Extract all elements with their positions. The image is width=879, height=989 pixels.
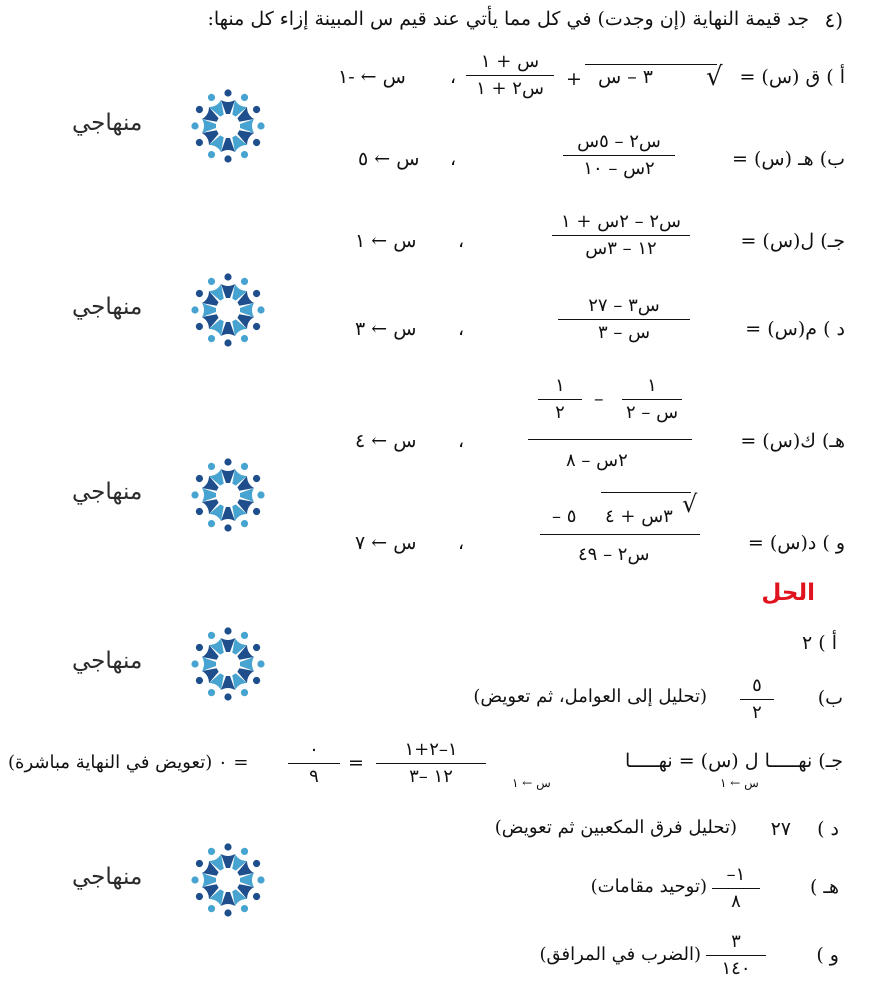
item-f-num-rest: – ٥ bbox=[552, 506, 577, 527]
solution-d-value: ٢٧ bbox=[770, 818, 791, 840]
item-a-approach: س ← -١ bbox=[338, 66, 406, 88]
watermark-logo bbox=[72, 455, 268, 535]
item-a-radical-bar bbox=[585, 64, 717, 65]
solution-f-num: ٣ bbox=[731, 931, 741, 952]
fraction-bar bbox=[563, 155, 675, 156]
solution-c-eq: = bbox=[348, 752, 364, 774]
item-e-main-bar bbox=[528, 439, 692, 440]
item-d-den: س – ٣ bbox=[597, 322, 651, 344]
solution-b-den: ٢ bbox=[752, 702, 762, 724]
solution-b-label: ب) bbox=[817, 687, 843, 709]
manhaji-flower-icon bbox=[188, 840, 268, 920]
solution-e-fraction bbox=[712, 863, 760, 914]
item-c-fraction bbox=[552, 210, 690, 261]
watermark-logo bbox=[72, 624, 268, 704]
item-b-fraction bbox=[563, 130, 675, 181]
item-f-sep: ، bbox=[458, 532, 465, 554]
item-a-label: أ ) ق (س) = bbox=[739, 66, 845, 88]
solution-c-limit-sub-2: س ← ١ bbox=[512, 776, 551, 790]
item-f-den: س٢ – ٤٩ bbox=[578, 544, 650, 565]
watermark-logo bbox=[72, 86, 268, 166]
item-b-sep: ، bbox=[450, 148, 457, 170]
watermark-text: منهاجي bbox=[72, 648, 143, 674]
solution-f-fraction bbox=[706, 930, 766, 981]
fraction-bar bbox=[558, 319, 690, 320]
solution-c-tail: = ٠ (تعويض في النهاية مباشرة) bbox=[8, 752, 249, 773]
item-f-main-bar bbox=[540, 534, 700, 535]
watermark-logo bbox=[72, 270, 268, 350]
fraction-bar bbox=[466, 75, 554, 76]
item-e-den: ٢س – ٨ bbox=[566, 450, 628, 471]
solution-e-num: –١ bbox=[726, 864, 746, 885]
item-d-label: د ) م(س) = bbox=[745, 318, 845, 340]
solution-d-label: د ) bbox=[817, 818, 839, 840]
item-a-num: س + ١ bbox=[480, 51, 540, 72]
item-b-label: ب) هـ (س) = bbox=[732, 148, 845, 170]
solution-e-note: (توحيد مقامات) bbox=[590, 876, 707, 897]
item-e-inner-b-num: ١ bbox=[555, 375, 565, 396]
item-d-num: س٣ – ٢٧ bbox=[588, 295, 660, 316]
manhaji-flower-icon bbox=[188, 624, 268, 704]
question-number: ٤) bbox=[824, 8, 843, 32]
fraction-bar bbox=[538, 399, 582, 400]
solution-d-note: (تحليل فرق المكعبين ثم تعويض) bbox=[494, 817, 737, 838]
item-d-fraction bbox=[558, 294, 690, 345]
solution-c-fraction-1 bbox=[376, 738, 486, 789]
fraction-bar bbox=[288, 763, 340, 764]
solution-c-limit-sub-1: س ← ١ bbox=[720, 776, 759, 790]
item-e-minus: – bbox=[594, 388, 604, 410]
solution-c-fraction-2 bbox=[288, 738, 340, 789]
solution-f-note: (الضرب في المرافق) bbox=[539, 944, 701, 965]
item-f-radical-sign: √ bbox=[682, 490, 698, 518]
item-d-approach: س ← ٣ bbox=[355, 318, 417, 340]
item-c-label: جـ) ل(س) = bbox=[740, 230, 845, 252]
solution-c-den1: ١٢ –٣ bbox=[409, 766, 453, 788]
item-e-sep: ، bbox=[458, 430, 465, 452]
item-c-num: س٢ – ٢س + ١ bbox=[561, 211, 681, 232]
item-e-inner-a bbox=[622, 374, 682, 425]
solution-f-label: و ) bbox=[816, 944, 839, 966]
item-a-den: س٢ + ١ bbox=[476, 78, 544, 100]
solution-c-label: جـ) نهـــــا ل (س) = نهـــــا bbox=[625, 750, 843, 772]
item-f-approach: س ← ٧ bbox=[355, 532, 417, 554]
fraction-bar bbox=[740, 699, 774, 700]
manhaji-flower-icon bbox=[188, 86, 268, 166]
item-c-den: ١٢ – ٣س bbox=[585, 238, 657, 260]
fraction-bar bbox=[712, 888, 760, 889]
solution-b-num: ٥ bbox=[752, 675, 762, 696]
watermark-text: منهاجي bbox=[72, 864, 143, 890]
item-e-approach: س ← ٤ bbox=[355, 430, 417, 452]
solution-e-den: ٨ bbox=[731, 891, 741, 913]
item-c-sep: ، bbox=[458, 230, 465, 252]
item-a-radical: ٣ – س bbox=[598, 66, 653, 88]
item-e-label: هـ) ك(س) = bbox=[740, 430, 845, 452]
manhaji-flower-icon bbox=[188, 270, 268, 350]
solution-b-fraction bbox=[740, 674, 774, 725]
item-a-plus: + bbox=[566, 68, 582, 90]
manhaji-flower-icon bbox=[188, 455, 268, 535]
solution-c-den2: ٩ bbox=[309, 766, 319, 788]
watermark-text: منهاجي bbox=[72, 479, 143, 505]
item-e-inner-a-den: س – ٢ bbox=[625, 402, 679, 424]
item-f-label: و ) د(س) = bbox=[747, 532, 845, 554]
solution-b-note: (تحليل إلى العوامل، ثم تعويض) bbox=[473, 686, 707, 707]
fraction-bar bbox=[706, 955, 766, 956]
fraction-bar bbox=[552, 235, 690, 236]
solution-e-label: هـ ) bbox=[809, 876, 839, 898]
solution-c-num2: ٠ bbox=[309, 739, 319, 760]
watermark-text: منهاجي bbox=[72, 294, 143, 320]
watermark-text: منهاجي bbox=[72, 110, 143, 136]
item-e-inner-a-num: ١ bbox=[647, 375, 657, 396]
fraction-bar bbox=[376, 763, 486, 764]
item-b-num: س٢ – ٥س bbox=[577, 131, 661, 152]
item-b-approach: س ← ٥ bbox=[358, 148, 420, 170]
item-e-inner-b bbox=[538, 374, 582, 425]
item-a-radical-sign: √ bbox=[706, 62, 723, 92]
watermark-logo bbox=[72, 840, 268, 920]
item-b-den: ٢س – ١٠ bbox=[583, 158, 655, 180]
solution-c-num1: ١–٢+١ bbox=[404, 739, 458, 760]
item-f-num-radical: ٣س + ٤ bbox=[605, 506, 673, 527]
solution-a: أ ) ٢ bbox=[802, 632, 837, 654]
solution-f-den: ١٤٠ bbox=[721, 958, 751, 980]
item-a-fraction bbox=[466, 50, 554, 101]
item-f-radical-bar bbox=[601, 492, 691, 493]
question-prompt: جد قيمة النهاية (إن وجدت) في كل مما يأتي عند قيم س المبينة إزاء كل منها: bbox=[207, 8, 809, 30]
item-a-sep: ، bbox=[450, 66, 457, 88]
item-e-inner-b-den: ٢ bbox=[555, 402, 565, 424]
item-d-sep: ، bbox=[458, 318, 465, 340]
fraction-bar bbox=[622, 399, 682, 400]
item-c-approach: س ← ١ bbox=[355, 230, 417, 252]
solution-heading: الحل bbox=[761, 580, 815, 606]
